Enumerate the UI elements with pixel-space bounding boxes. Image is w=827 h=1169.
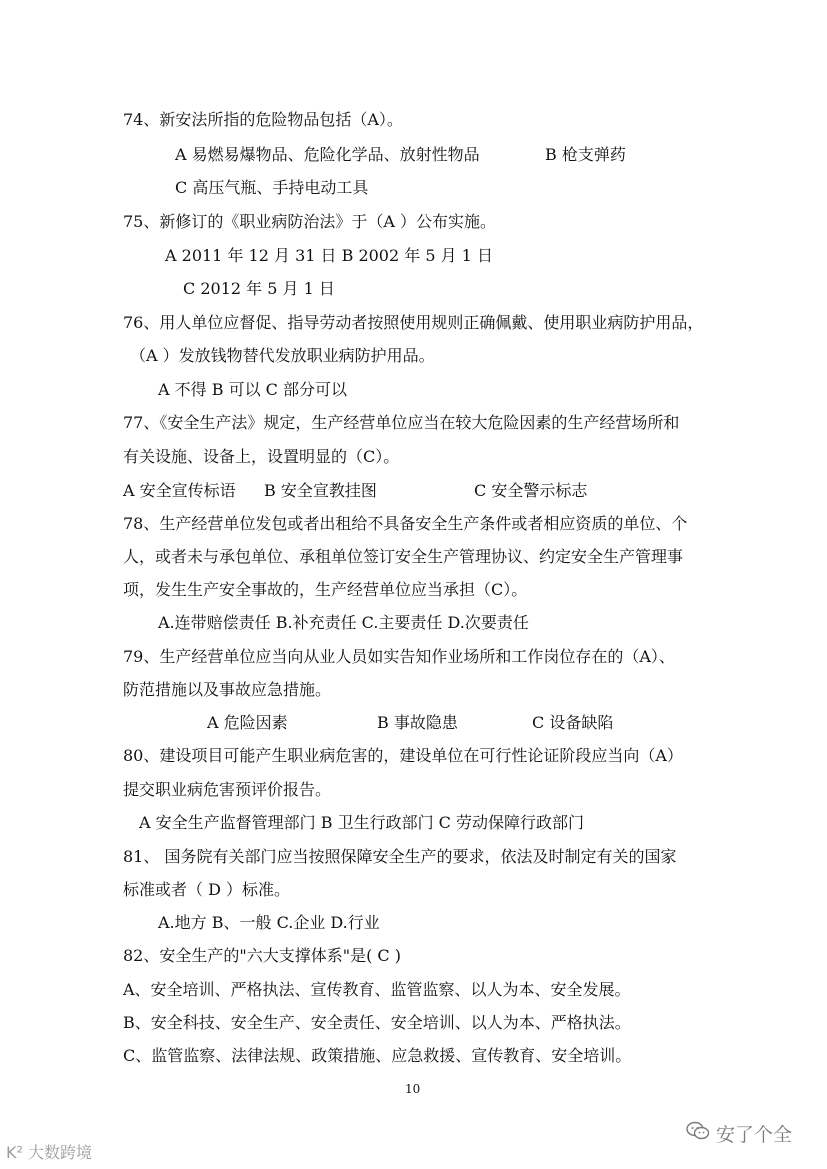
q74-stem: 74、新安法所指的危险物品包括（A）。 — [123, 110, 403, 129]
q81-options: A.地方 B、一般 C.企业 D.行业 — [158, 913, 380, 932]
q75-options-ab: A 2011 年 12 月 31 日 B 2002 年 5 月 1 日 — [165, 246, 493, 265]
q77-stem-1: 77、《安全生产法》规定，生产经营单位应当在较大危险因素的生产经营场所和 — [123, 413, 680, 432]
q79-option-b: B 事故隐患 — [377, 713, 458, 732]
wechat-icon — [686, 1121, 710, 1146]
q78-options: A.连带赔偿责任 B.补充责任 C.主要责任 D.次要责任 — [158, 613, 529, 632]
q79-option-a: A 危险因素 — [207, 713, 288, 732]
page-number: 10 — [405, 1082, 421, 1096]
q82-stem: 82、安全生产的"六大支撑体系"是( C ) — [123, 946, 401, 965]
q74-option-c: C 高压气瓶、手持电动工具 — [175, 178, 369, 197]
q77-option-b: B 安全宣教挂图 — [264, 481, 377, 500]
q76-stem-1: 76、用人单位应督促、指导劳动者按照使用规则正确佩戴、使用职业病防护用品， — [123, 313, 704, 332]
q81-stem-1: 81、 国务院有关部门应当按照保障安全生产的要求，依法及时制定有关的国家 — [123, 847, 677, 866]
watermark-right — [686, 1120, 792, 1147]
q74-option-a: A 易燃易爆物品、危险化学品、放射性物品 — [175, 145, 480, 164]
q74-option-b: B 枪支弹药 — [545, 145, 626, 164]
q82-option-a: A、安全培训、严格执法、宣传教育、监管监察、以人为本、安全发展。 — [123, 980, 631, 999]
q80-options: A 安全生产监督管理部门 B 卫生行政部门 C 劳动保障行政部门 — [139, 813, 584, 832]
q76-options: A 不得 B 可以 C 部分可以 — [158, 380, 347, 399]
q78-stem-1: 78、生产经营单位发包或者出租给不具备安全生产条件或者相应资质的单位、个 — [123, 514, 688, 533]
watermark-right-text: 安了个全 — [716, 1124, 793, 1146]
watermark-left: K² 大数跨境 — [6, 1143, 92, 1162]
q78-stem-3: 项，发生生产安全事故的，生产经营单位应当承担（C）。 — [123, 580, 528, 599]
q82-option-b: B、安全科技、安全生产、安全责任、安全培训、以人为本、严格执法。 — [123, 1013, 631, 1032]
q75-stem: 75、新修订的《职业病防治法》于（A ）公布实施。 — [123, 212, 497, 231]
q76-stem-2: （A ）发放钱物替代发放职业病防护用品。 — [130, 346, 435, 365]
q80-stem-1: 80、建设项目可能产生职业病危害的，建设单位在可行性论证阶段应当向（A） — [123, 746, 683, 765]
q75-option-c: C 2012 年 5 月 1 日 — [183, 279, 335, 298]
q80-stem-2: 提交职业病危害预评价报告。 — [123, 780, 332, 799]
q79-option-c: C 设备缺陷 — [532, 713, 614, 732]
q77-stem-2: 有关设施、设备上，设置明显的（C）。 — [123, 447, 400, 466]
q77-option-a: A 安全宣传标语 — [123, 481, 236, 500]
q77-option-c: C 安全警示标志 — [474, 481, 588, 500]
q81-stem-2: 标准或者（ D ）标准。 — [123, 880, 291, 899]
q82-option-c: C、监管监察、法律法规、政策措施、应急救援、宣传教育、安全培训。 — [123, 1046, 632, 1065]
q78-stem-2: 人，或者未与承包单位、承租单位签订安全生产管理协议、约定安全生产管理事 — [123, 547, 684, 566]
q79-stem-2: 防范措施以及事故应急措施。 — [123, 680, 332, 699]
q79-stem-1: 79、生产经营单位应当向从业人员如实告知作业场所和工作岗位存在的（A）、 — [123, 647, 675, 666]
